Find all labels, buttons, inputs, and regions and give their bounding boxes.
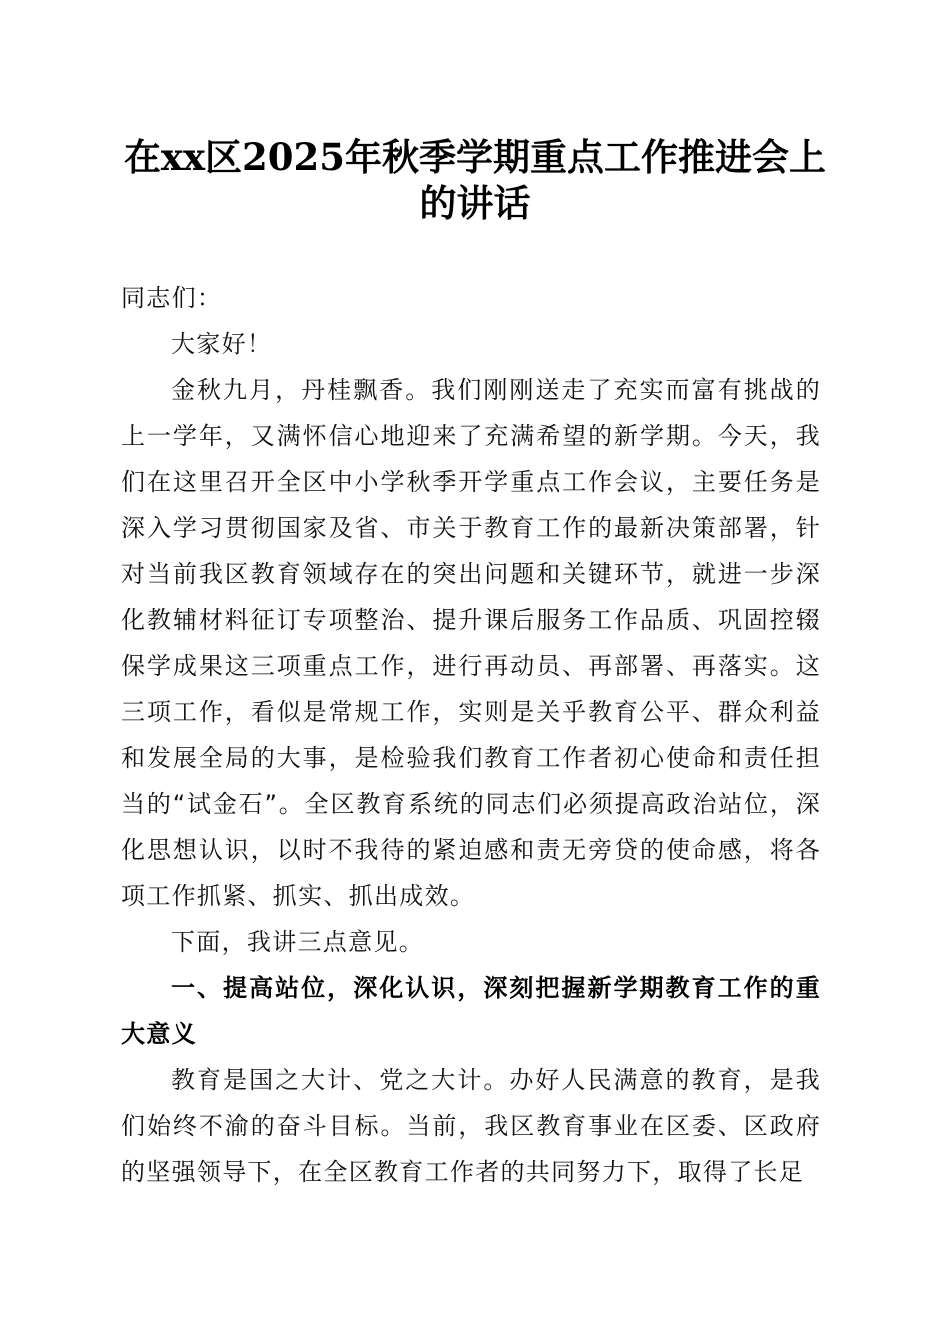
salutation: 同志们： — [121, 284, 223, 312]
section-1-paragraph: 教育是国之大计、党之大计。办好人民满意的教育，是我们始终不渝的奋斗目标。当前，我区教育事业在区委、区政府的坚强领导下，在全区教育工作者的共同努力下，取得了长足 — [121, 1066, 821, 1186]
section-1-heading: 一、提高站位，深化认识，深刻把握新学期教育工作的重大意义 — [121, 974, 821, 1048]
transition-paragraph: 下面，我讲三点意见。 — [171, 928, 424, 956]
greeting: 大家好！ — [171, 330, 273, 358]
document-title: 在xx区2025年秋季学期重点工作推进会上的讲话 — [123, 135, 827, 225]
intro-paragraph: 金秋九月，丹桂飘香。我们刚刚送走了充实而富有挑战的上一学年，又满怀信心地迎来了充满希望的新学期。今天，我们在这里召开全区中小学秋季开学重点工作会议，主要任务是深入学习贯彻国家及省、市关于教育工作的最新决策部署，针对当前我区教育领域存在的突出问题和关键环节，就进一步深化教辅材料征订专项整治、提升课后服务工作品质、巩固控辍保学成果这三项重点工作，进行再动员、再部署、再落实。这三项工作，看似是常规工作，实则是关乎教育公平、群众利益和发展全局的大事，是检验我们教育工作者初心使命和责任担当的“试金石”。全区教育系统的同志们必须提高政治站位，深化思想认识，以时不我待的紧迫感和责无旁贷的使命感，将各项工作抓紧、抓实、抓出成效。 — [121, 376, 821, 910]
document-body — [121, 275, 821, 1195]
